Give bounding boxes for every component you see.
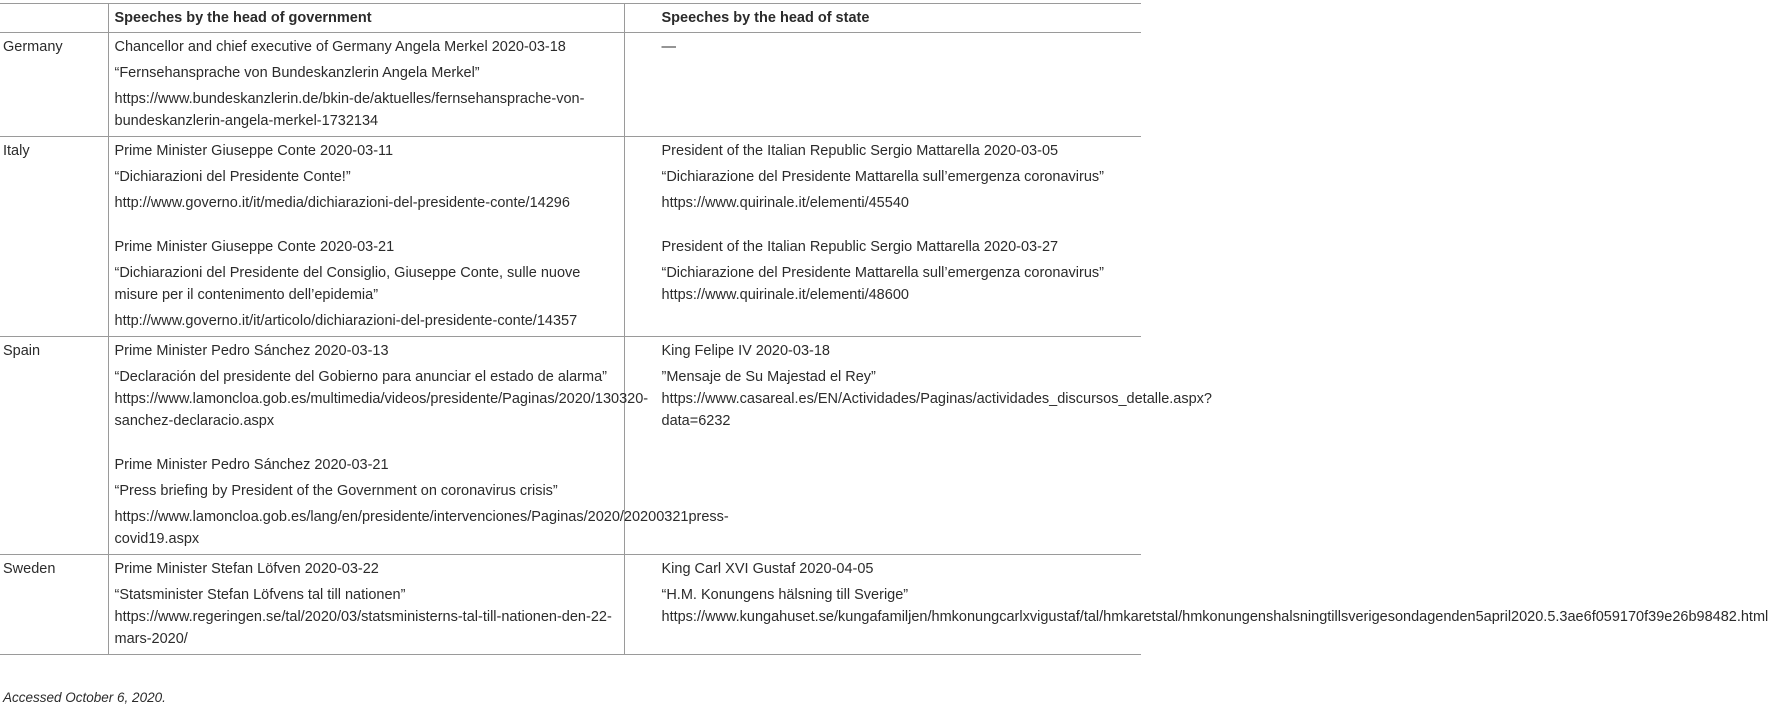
header-state: Speeches by the head of state — [624, 4, 1141, 33]
state-cell — [624, 137, 1141, 337]
table-row-italy — [0, 137, 1141, 337]
speech-speaker: Prime Minister Pedro Sánchez 2020-03-13 — [114, 343, 389, 359]
table-row-germany — [0, 33, 1141, 137]
speech-title: “Fernsehansprache von Bundeskanzlerin Angela Merkel” — [114, 65, 480, 81]
country-cell: Spain — [0, 337, 108, 555]
speech-entry — [661, 340, 1212, 432]
speech-entry — [114, 340, 649, 432]
speech-entry — [114, 454, 729, 550]
speech-entry — [115, 558, 618, 650]
speech-speaker: President of the Italian Republic Sergio Mattarella 2020-03-05 — [661, 143, 1059, 159]
speech-speaker: Chancellor and chief executive of Germany Angela Merkel 2020-03-18 — [114, 39, 566, 55]
country-cell: Sweden — [0, 555, 108, 655]
speech-speaker: King Carl XVI Gustaf 2020-04-05 — [661, 561, 874, 577]
header-government: Speeches by the head of government — [108, 4, 624, 33]
government-cell — [108, 33, 624, 137]
speech-title: “H.M. Konungens hälsning till Sverige” — [661, 587, 909, 603]
country-cell: Italy — [0, 137, 108, 337]
government-cell — [108, 555, 624, 655]
government-cell — [108, 337, 729, 555]
header-country — [0, 4, 108, 33]
speech-url: https://www.casareal.es/EN/Actividades/Paginas/actividades_discursos_detalle.aspx?data=6232 — [661, 391, 1212, 429]
speech-url: https://www.quirinale.it/elementi/48600 — [661, 287, 909, 303]
speech-url: https://www.kungahuset.se/kungafamiljen/hmkonungcarlxvigustaf/tal/hmkaretstal/hmkonungenshalsningtillsverigesondagenden5april2020.5.3ae6f059170f39e26b98482.html — [661, 609, 1768, 625]
state-cell — [624, 33, 1141, 137]
speech-url: https://www.bundeskanzlerin.de/bkin-de/aktuelles/fernsehansprache-von-bundeskanzlerin-angela-merkel-1732134 — [114, 91, 585, 129]
speech-speaker: Prime Minister Pedro Sánchez 2020-03-21 — [114, 457, 389, 473]
speech-speaker: Prime Minister Stefan Löfven 2020-03-22 — [114, 561, 379, 577]
speech-title: “Statsminister Stefan Löfvens tal till nationen” — [114, 587, 406, 603]
speech-speaker: Prime Minister Giuseppe Conte 2020-03-21 — [114, 239, 395, 255]
speech-title: “Dichiarazioni del Presidente del Consiglio, Giuseppe Conte, sulle nuove misure per il contenimento dell’epidemia” — [114, 265, 581, 303]
speech-url: https://www.quirinale.it/elementi/45540 — [661, 195, 909, 211]
speech-speaker: King Felipe IV 2020-03-18 — [661, 343, 830, 359]
speech-title: “Press briefing by President of the Government on coronavirus crisis” — [114, 483, 558, 499]
government-cell — [108, 137, 624, 337]
speech-entry — [662, 140, 1136, 214]
speech-url: http://www.governo.it/it/media/dichiarazioni-del-presidente-conte/14296 — [114, 195, 570, 211]
speech-title: “Declaración del presidente del Gobierno para anunciar el estado de alarma” — [114, 369, 607, 385]
speech-title: “Dichiarazioni del Presidente Conte!” — [114, 169, 351, 185]
speeches-table — [0, 3, 1768, 655]
speech-url: https://www.lamoncloa.gob.es/multimedia/videos/presidente/Paginas/2020/130320-sanchez-declaracio.aspx — [114, 391, 649, 429]
state-cell — [624, 555, 1768, 655]
speech-url: https://www.regeringen.se/tal/2020/03/statsministerns-tal-till-nationen-den-22-mars-2020/ — [114, 609, 612, 647]
speech-entry — [115, 236, 618, 332]
speech-entry — [662, 236, 1136, 306]
empty-dash: — — [661, 39, 676, 55]
speech-entry — [115, 140, 618, 214]
country-cell: Germany — [0, 33, 108, 137]
speech-url: http://www.governo.it/it/articolo/dichiarazioni-del-presidente-conte/14357 — [114, 313, 578, 329]
footnote: Accessed October 6, 2020. — [3, 690, 166, 705]
speech-entry — [115, 36, 618, 132]
speech-title: ”Mensaje de Su Majestad el Rey” — [661, 369, 876, 385]
header-row — [0, 4, 1141, 33]
speech-entry — [661, 558, 1768, 628]
speech-url: https://www.lamoncloa.gob.es/lang/en/presidente/intervenciones/Paginas/2020/20200321press-covid19.aspx — [114, 509, 729, 547]
speech-title: “Dichiarazione del Presidente Mattarella sull’emergenza coronavirus” — [661, 265, 1104, 281]
speech-speaker: Prime Minister Giuseppe Conte 2020-03-11 — [114, 143, 394, 159]
table-row-spain — [0, 337, 1141, 555]
speech-speaker: President of the Italian Republic Sergio Mattarella 2020-03-27 — [661, 239, 1059, 255]
table-row-sweden — [0, 555, 1141, 655]
speech-title: “Dichiarazione del Presidente Mattarella sull’emergenza coronavirus” — [661, 169, 1104, 185]
